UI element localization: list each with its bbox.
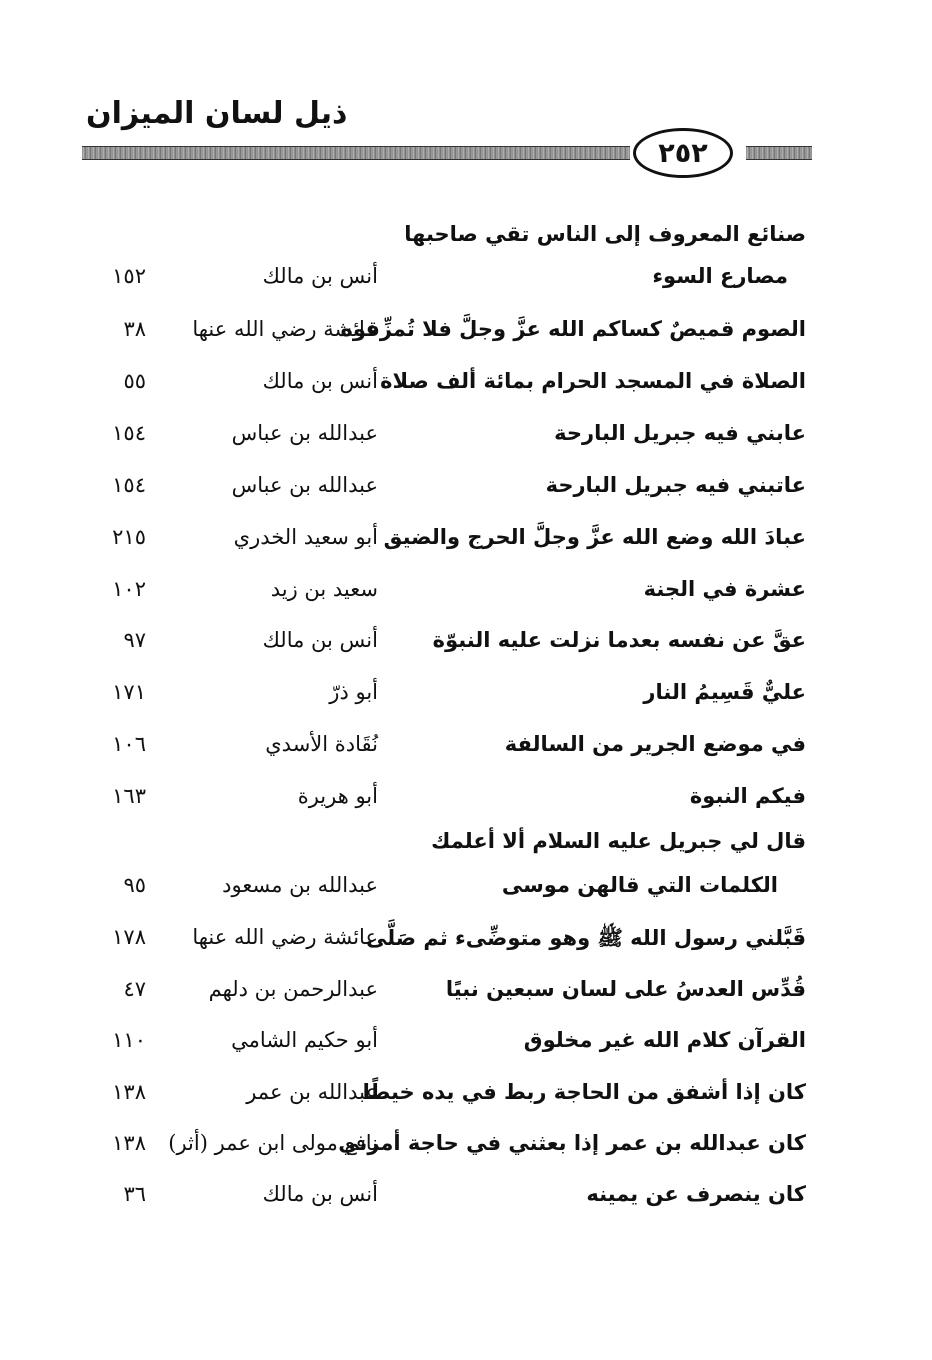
narrator: أبو هريرة [297,784,378,808]
hadith-text: الكلمات التي قالهن موسى [501,873,778,897]
hadith-text: عشرة في الجنة [643,577,806,601]
narrator: أبو ذرّ [329,680,378,704]
hadith-text: كان ينصرف عن يمينه [586,1182,806,1206]
page-ref: ١٣٨ [112,1131,146,1155]
narrator: أبو سعيد الخدري [233,525,378,549]
page-number: ٢٥٢ [633,128,733,178]
page-ref: ٣٦ [123,1182,146,1206]
hadith-text: الصلاة في المسجد الحرام بمائة ألف صلاة [380,369,806,393]
narrator: أبو حكيم الشامي [231,1028,378,1052]
narrator: أنس بن مالك [262,628,378,652]
page-ref: ١٥٤ [112,421,146,445]
narrator: عبدالله بن عباس [231,473,378,497]
hadith-text: قال لي جبريل عليه السلام ألا أعلمك [431,829,806,853]
narrator: سعيد بن زيد [270,577,378,601]
narrator: عبدالله بن عمر [246,1080,378,1104]
page-ref: ٣٨ [123,317,146,341]
page-ref: ٩٥ [123,873,146,897]
hadith-text: كان عبدالله بن عمر إذا بعثني في حاجة أمرني [338,1131,806,1155]
narrator: عائشة رضي الله عنها [192,317,378,341]
hadith-text: فيكم النبوة [689,784,806,808]
hadith-text: عاتبني فيه جبريل البارحة [545,473,806,497]
narrator: عبدالرحمن بن دلهم [208,977,378,1001]
hadith-text: كان إذا أشفق من الحاجة ربط في يده خيطًا [362,1080,806,1104]
hadith-text: في موضع الجرير من السالفة [504,732,806,756]
narrator: عبدالله بن عباس [231,421,378,445]
hadith-text: القرآن كلام الله غير مخلوق [523,1028,806,1052]
hadith-text: عقَّ عن نفسه بعدما نزلت عليه النبوّة [432,628,806,652]
page-ref: ٥٥ [123,369,146,393]
narrator: نافع مولى ابن عمر (أثر) [168,1131,378,1155]
page-ref: ١٥٤ [112,473,146,497]
hadith-text: عابني فيه جبريل البارحة [554,421,806,445]
hadith-text: الصوم قميصٌ كساكم الله عزَّ وجلَّ فلا تُمزِّقوه [340,317,806,341]
page-ref: ١١٠ [112,1028,146,1052]
page-ref: ١٠٢ [112,577,146,601]
page-ref: ١٣٨ [112,1080,146,1104]
page-ref: ١٧٨ [112,925,146,949]
hadith-text: عليٌّ قَسِيمُ النار [643,680,806,704]
narrator: أنس بن مالك [262,369,378,393]
page-ref: ١٥٢ [112,264,146,288]
hadith-text: عبادَ الله وضع الله عزَّ وجلَّ الحرج والضيق [383,525,806,549]
narrator: نُقَادة الأسدي [265,732,378,756]
narrator: أنس بن مالك [262,1182,378,1206]
page-ref: ٤٧ [123,977,146,1001]
page-ref: ١٧١ [112,680,146,704]
narrator: عبدالله بن مسعود [222,873,378,897]
hadith-text: قُدِّس العدسُ على لسان سبعين نبيًا [445,977,806,1001]
page-ref: ١٠٦ [112,732,146,756]
page-ref: ٩٧ [123,628,146,652]
narrator: عائشة رضي الله عنها [192,925,378,949]
page-ref: ١٦٣ [112,784,146,808]
book-title: ذيل لسان الميزان [86,96,348,131]
hadith-text: صنائع المعروف إلى الناس تقي صاحبها [404,222,806,246]
hadith-text: مصارع السوء [652,264,788,288]
hadith-text: قَبَّلني رسول الله ﷺ وهو متوضِّىء ثم صَلَّى [365,926,806,950]
narrator: أنس بن مالك [262,264,378,288]
page-ref: ٢١٥ [112,525,146,549]
